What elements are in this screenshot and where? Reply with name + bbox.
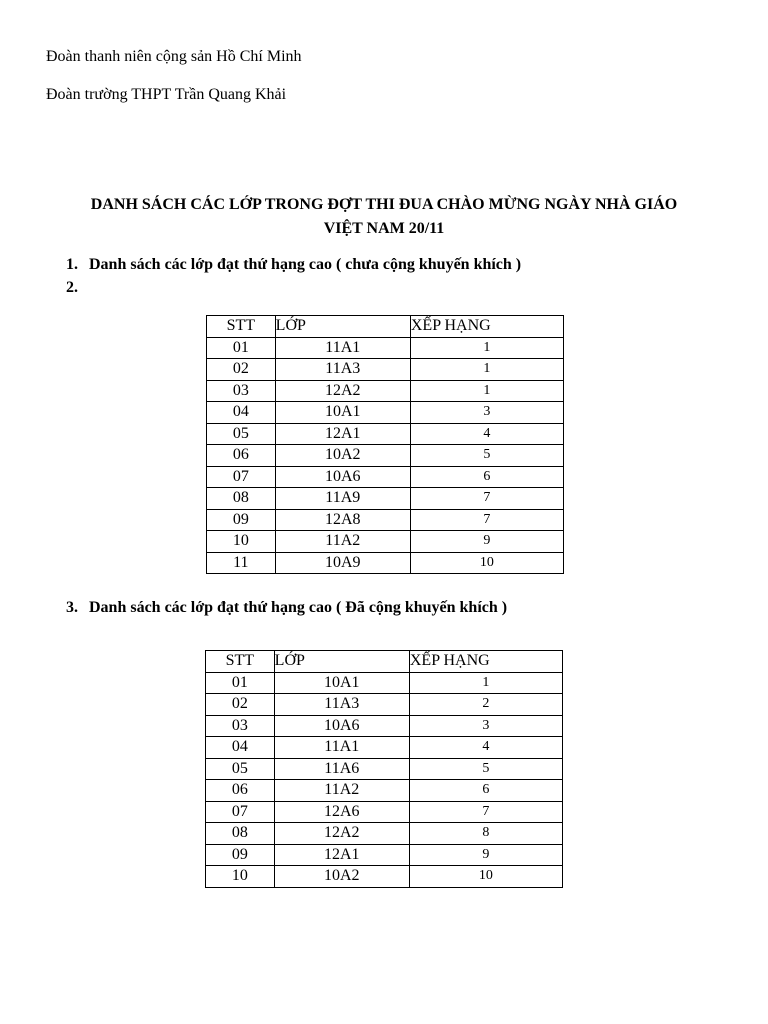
cell-stt: 10 <box>207 531 276 553</box>
table-row <box>207 509 564 531</box>
cell-rank: 9 <box>409 844 562 866</box>
cell-rank: 6 <box>409 780 562 802</box>
cell-class: 11A3 <box>275 359 410 381</box>
cell-class: 11A9 <box>275 488 410 510</box>
cell-class: 11A1 <box>275 337 410 359</box>
cell-rank: 3 <box>410 402 563 424</box>
cell-stt: 01 <box>207 337 276 359</box>
column-header-rank: XẾP HẠNG <box>409 651 562 673</box>
column-header-class: LỚP <box>275 316 410 338</box>
table-row <box>206 672 563 694</box>
cell-stt: 03 <box>207 380 276 402</box>
cell-stt: 09 <box>207 509 276 531</box>
cell-rank: 5 <box>409 758 562 780</box>
column-header-rank: XẾP HẠNG <box>410 316 563 338</box>
table-row <box>207 423 564 445</box>
table-row <box>206 715 563 737</box>
table-row <box>207 402 564 424</box>
cell-stt: 06 <box>206 780 275 802</box>
cell-class: 10A1 <box>274 672 409 694</box>
cell-stt: 05 <box>207 423 276 445</box>
cell-class: 12A1 <box>274 844 409 866</box>
cell-rank: 1 <box>410 380 563 402</box>
cell-class: 12A1 <box>275 423 410 445</box>
document-title <box>40 193 728 241</box>
table-row <box>207 380 564 402</box>
cell-stt: 07 <box>206 801 275 823</box>
cell-class: 12A2 <box>275 380 410 402</box>
cell-class: 10A2 <box>275 445 410 467</box>
title-line-1: DANH SÁCH CÁC LỚP TRONG ĐỢT THI ĐUA CHÀO MỪNG NGÀY NHÀ GIÁO <box>90 196 678 213</box>
cell-class: 11A2 <box>275 531 410 553</box>
cell-rank: 8 <box>409 823 562 845</box>
table-row <box>206 737 563 759</box>
cell-rank: 10 <box>410 552 563 574</box>
cell-stt: 02 <box>207 359 276 381</box>
cell-stt: 06 <box>207 445 276 467</box>
section-text: Danh sách các lớp đạt thứ hạng cao ( chưa cộng khuyến khích ) <box>89 256 522 273</box>
table-row <box>207 466 564 488</box>
cell-class: 10A6 <box>275 466 410 488</box>
table-row <box>206 758 563 780</box>
cell-stt: 07 <box>207 466 276 488</box>
table-row <box>207 359 564 381</box>
table-row <box>207 445 564 467</box>
cell-rank: 1 <box>409 672 562 694</box>
cell-stt: 10 <box>206 866 275 888</box>
cell-class: 11A6 <box>274 758 409 780</box>
table-row <box>206 823 563 845</box>
title-line-2: VIỆT NAM 20/11 <box>323 220 445 237</box>
ranking-table-before-bonus <box>206 315 564 574</box>
table-row <box>206 844 563 866</box>
cell-class: 11A1 <box>274 737 409 759</box>
cell-rank: 5 <box>410 445 563 467</box>
section-heading-3 <box>66 597 507 619</box>
cell-class: 10A9 <box>275 552 410 574</box>
cell-class: 12A2 <box>274 823 409 845</box>
cell-class: 11A3 <box>274 694 409 716</box>
table-row <box>206 866 563 888</box>
cell-stt: 11 <box>207 552 276 574</box>
cell-class: 10A2 <box>274 866 409 888</box>
school-name: Đoàn trường THPT Trần Quang Khải <box>46 86 287 103</box>
cell-rank: 2 <box>409 694 562 716</box>
table-header-row <box>207 316 564 338</box>
section-heading-2 <box>66 277 89 299</box>
section-text: Danh sách các lớp đạt thứ hạng cao ( Đã cộng khuyến khích ) <box>89 599 508 616</box>
section-number: 1. <box>66 256 78 273</box>
cell-rank: 4 <box>410 423 563 445</box>
cell-rank: 1 <box>410 359 563 381</box>
table-row <box>207 337 564 359</box>
cell-rank: 1 <box>410 337 563 359</box>
cell-rank: 7 <box>410 488 563 510</box>
cell-rank: 4 <box>409 737 562 759</box>
table-row <box>206 694 563 716</box>
cell-stt: 04 <box>207 402 276 424</box>
cell-rank: 3 <box>409 715 562 737</box>
organization-name: Đoàn thanh niên cộng sản Hồ Chí Minh <box>46 48 302 65</box>
cell-stt: 02 <box>206 694 275 716</box>
cell-class: 12A6 <box>274 801 409 823</box>
table-row <box>207 488 564 510</box>
section-number: 3. <box>66 599 78 616</box>
table-row <box>207 552 564 574</box>
cell-class: 10A1 <box>275 402 410 424</box>
cell-rank: 10 <box>409 866 562 888</box>
cell-stt: 01 <box>206 672 275 694</box>
cell-stt: 08 <box>207 488 276 510</box>
cell-stt: 09 <box>206 844 275 866</box>
table-row <box>206 780 563 802</box>
section-number: 2. <box>66 279 78 296</box>
cell-rank: 9 <box>410 531 563 553</box>
column-header-stt: STT <box>207 316 276 338</box>
cell-stt: 05 <box>206 758 275 780</box>
cell-class: 12A8 <box>275 509 410 531</box>
cell-class: 10A6 <box>274 715 409 737</box>
cell-rank: 6 <box>410 466 563 488</box>
cell-rank: 7 <box>410 509 563 531</box>
table-row <box>206 801 563 823</box>
section-heading-1 <box>66 254 521 276</box>
cell-stt: 08 <box>206 823 275 845</box>
table-header-row <box>206 651 563 673</box>
column-header-stt: STT <box>206 651 275 673</box>
column-header-class: LỚP <box>274 651 409 673</box>
cell-rank: 7 <box>409 801 562 823</box>
ranking-table-after-bonus <box>205 650 563 888</box>
cell-stt: 03 <box>206 715 275 737</box>
cell-stt: 04 <box>206 737 275 759</box>
table-row <box>207 531 564 553</box>
cell-class: 11A2 <box>274 780 409 802</box>
